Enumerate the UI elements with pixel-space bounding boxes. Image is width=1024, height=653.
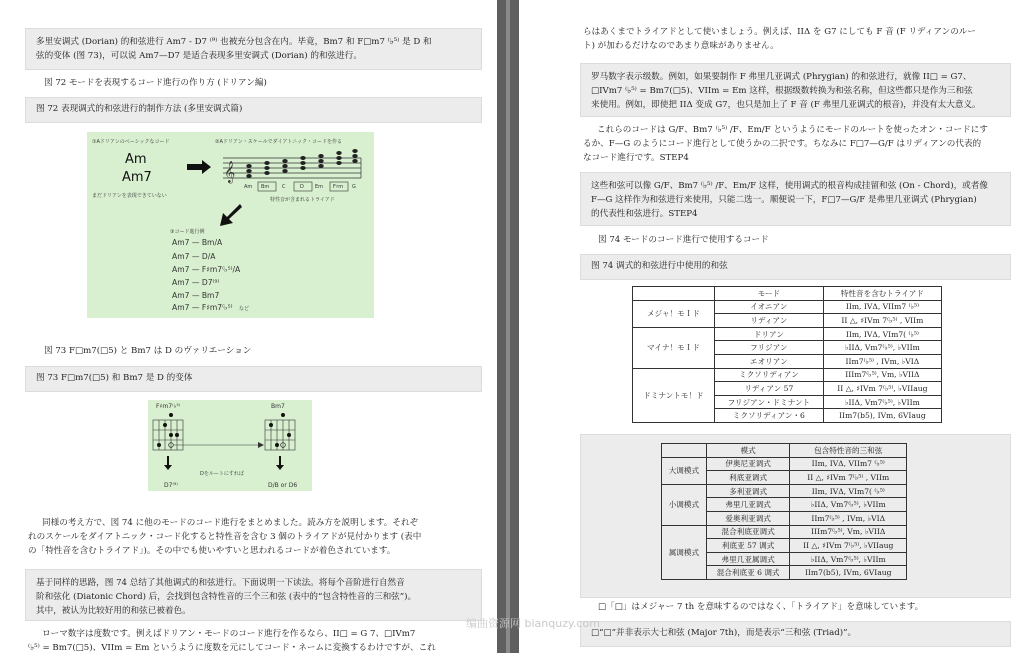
table-cell: IIm, IVΔ, VIm7( ⁽♭⁵⁾ [823,327,941,341]
text-line: ローマ数字は度数です。例えばドリアン・モードのコード進行を作るなら、II□ = G 7、□IVm7 [42,629,416,639]
table-cell: II △, ♯IVm 7⁽♭⁵⁾, ♭VIIaug [823,382,941,396]
table-cell: 混合利底亚 6 调式 [706,566,790,580]
table-cell: 弗里几亚属调式 [706,552,790,566]
table-group-cell: ドミナントモ！ド [633,368,715,422]
text-line: 同様の考え方で、図 74 に他のモードのコード進行をまとめました。読み方を説明します。それぞ [42,518,419,528]
paragraph-jp [28,516,493,558]
fig72-step1-label: ①Aドリアンのベーシックなコード [92,139,170,145]
figure-73-caption-cn-box [25,366,482,392]
table-cell: エオリアン [714,354,823,368]
fig72-progression: Am7 — D7⁽⁹⁾ [172,278,220,287]
watermark-text: 编曲资源网 bianquzy.com [466,617,600,630]
text-line: 多里安调式 (Dorian) 的和弦进行 Am7 - D7 ⁽⁹⁾ 也被充分包含在内。毕竟，Bm7 和 F□m7 ⁽♭⁵⁾ 是 D 和 [36,37,432,47]
text-line: ト) が加わるだけなのであまり意味がありません。 [583,41,779,51]
table-cell: 伊奥尼亚调式 [706,457,790,471]
table-cell: 多利亚调式 [706,484,790,498]
table-row [633,368,942,382]
table-group-cell: 属调模式 [662,525,707,579]
table-header-cell [662,444,707,458]
table-cell: IIm7(b5), IVm, 6VIaug [790,566,907,580]
text-line: ⁽♭⁵⁾ = Bm7(□5)、VIIm = Em というように度数を元にしてコード・ネームに変換するわけですが、これ [28,643,436,653]
fig72-chord-am7: Am7 [122,170,152,185]
fig72-not-dorian-note: まだドリアンを表現できていない [92,193,167,199]
figure-73-caption-jp: 図 73 F□m7(□5) と Bm7 は D のヴァリエーション [44,346,252,356]
table-row [662,525,907,539]
figure-72-caption-cn: 图 72 表现调式的和弦进行的制作方法 (多里安调式篇) [36,104,243,114]
fig72-step2-label: ②Aドリアン・スケールでダイアトニック・コードを作る [215,139,342,145]
table-cell: フリジアン [714,341,823,355]
text-block-cn [25,569,482,621]
text-block-dorian-cn [25,28,482,70]
fig72-etc-label: など [239,306,250,312]
table-row [662,457,907,471]
table-cell: ミクソリディアン・6 [714,409,823,423]
table-cell: IIm7⁽♭⁵⁾ , IVm, ♭VIΔ [790,511,907,525]
fig72-progression: Am7 — F♯m7⁽♭⁵⁾/A [172,265,241,274]
figure-72-caption-jp: 図 72 モードを表現するコード進行の作り方 (ドリアン編) [44,78,267,88]
table-header-cell: モード [714,287,823,301]
fig72-scale-chord: G [352,184,356,190]
paragraph-jp [583,123,1013,165]
fig72-scale-chord: Am [244,184,253,190]
fig72-chord-am: Am [125,152,147,167]
figure-74-caption-cn-box [580,254,1011,280]
fig72-progression: Am7 — Bm7 [172,291,220,300]
table-cell: 爱奥利亚调式 [706,511,790,525]
text-line: 基于同样的思路，图 74 总结了其他调式的和弦进行。下面说明一下读法。将每个音阶进行自然音 [36,578,405,588]
right-page [519,0,1024,653]
paragraph-roman-numerals-jp [28,627,493,653]
fig72-scale-chord: D [300,184,304,190]
table-row [633,300,942,314]
table-cell: ♭IIΔ, Vm7⁽♭⁵⁾, ♭VIIm [790,498,907,512]
table-cell: イオニアン [714,300,823,314]
fig73-chord-d7: D7⁽⁹⁾ [164,482,178,489]
footnote-cn: □“□”并非表示大七和弦 (Major 7th)，而是表示“三和弦 (Triad)”。 [591,628,857,638]
table-cell: 混合利底亚调式 [706,525,790,539]
fig72-step3-label: ③コード進行例 [170,229,205,235]
text-line: 弦的变体 (图 73)，可以说 Am7—D7 是适合表现多里安调式 (Dorian) 的和弦进行。 [36,51,362,61]
text-line: 来使用。例如，即使把 IIΔ 变成 G7，也只是加上了 F 音 (F 弗里几亚调式的根音)，并没有太大意义。 [591,100,981,110]
fig72-scale-chord: Bm [261,184,270,190]
figure-72-image [87,132,374,318]
table-74-jp [632,286,942,423]
text-line: 的代表性和弦进行。STEP4 [591,209,698,219]
text-line: 阶和弦化 (Diatonic Chord) 后，会找到包含特性音的三个三和弦 (表中的“包含特性音的三和弦”)。 [36,592,417,602]
table-cell: 利底亚调式 [706,471,790,485]
table-group-cell: 小调模式 [662,484,707,525]
table-header-cell [633,287,715,301]
table-header-row [662,444,907,458]
table-74-cn-box [580,434,1011,598]
table-cell: IIm, IVΔ, VIIm7 ⁽♭⁵⁾ [790,457,907,471]
fig72-scale-chord: C [282,184,286,190]
text-line: の「特性音を含むトライアド」)。その中でも使いやすいと思われるコードが着色されています。 [28,546,396,556]
fig72-progression: Am7 — D/A [172,252,216,261]
paragraph-jp [583,25,1013,53]
text-block-cn [580,63,1011,117]
figure-74-caption-cn: 图 74 调式的和弦进行中使用的和弦 [591,261,728,271]
table-cell: リディアン [714,314,823,328]
table-cell: IIm, IVΔ, VIm7( ⁽♭⁵⁾ [790,484,907,498]
fig72-scale-chord: Em [315,184,324,190]
text-line: F—G 这样作为和弦进行来使用，只能二选一。顺便说一下，F□7—G/F 是弗里几亚调式 (Phrygian) [591,195,977,205]
table-group-cell: マイナ！モＩド [633,327,715,368]
table-cell: ♭IIΔ, Vm7⁽♭⁵⁾, ♭VIIm [790,552,907,566]
footnote-jp: □「□」はメジャー 7 th を意味するのではなく、「トライアド」を意味しています。 [598,602,924,612]
table-group-cell: 大调模式 [662,457,707,484]
table-header-row [633,287,942,301]
text-line: るか、F—G のようにコード進行として使うかの二択です。ちなみに F□7—G/F はリディアンの代表的 [583,139,982,149]
table-cell: II △, ♯IVm 7⁽♭⁵⁾ , VIIm [790,471,907,485]
table-cell: II △, ♯IVm 7⁽♭⁵⁾, ♭VIIaug [790,539,907,553]
fig72-characteristic-note: 特性音が含まれるトライアド [270,197,335,203]
text-line: 罗马数字表示级数。例如，如果要制作 F 弗里几亚调式 (Phrygian) 的和弦进行，就像 II□ = G7、 [591,72,972,82]
fig72-scale-chord: F♯m [333,184,344,190]
table-cell: IIIm7⁽♭⁵⁾, Vm, ♭VIIΔ [790,525,907,539]
page-gutter-scrollbar[interactable] [497,0,519,653]
fig73-chord-fsharp: F♯m7⁽♭⁵⁾ [156,403,181,410]
fig72-down-left-arrow-icon [220,204,242,226]
table-group-cell: メジャ！モＩド [633,300,715,327]
table-cell: IIm, IVΔ, VIIm7 ⁽♭⁵⁾ [823,300,941,314]
fig72-right-arrow-icon [187,160,211,174]
text-line: これらのコードは G/F、Bm7 ⁽♭⁵⁾ /F、Em/F というようにモードのルートを使ったオン・コードにす [597,125,988,135]
table-cell: ♭IIΔ, Vm7⁽♭⁵⁾, ♭VIIm [823,395,941,409]
table-cell: ミクソリディアン [714,368,823,382]
table-cell: フリジアン・ドミナント [714,395,823,409]
table-cell: II △, ♯IVm 7⁽♭⁵⁾ , VIIm [823,314,941,328]
fig72-progression: Am7 — F♯m7⁽♭⁵⁾ [172,303,233,312]
svg-text:𝄞: 𝄞 [224,161,236,183]
fig73-chord-db: D/B or D6 [268,482,298,489]
table-cell: IIIm7⁽♭⁵⁾, Vm, ♭VIIΔ [823,368,941,382]
figure-73-image [148,400,312,491]
left-page [0,0,497,653]
table-cell: 弗里几亚调式 [706,498,790,512]
fig73-fretboard-diagrams [148,410,312,470]
footnote-cn-box [580,621,1011,647]
table-header-cell: 包含特性音的三和弦 [790,444,907,458]
text-line: 这些和弦可以像 G/F、Bm7 ⁽♭⁵⁾ /F、Em/F 这样，使用调式的根音构成挂留和弦 (On - Chord)，或者像 [591,181,988,191]
table-cell: IIm7⁽♭⁵⁾ , IVm, ♭VIΔ [823,354,941,368]
text-line: らはあくまでトライアドとして使いましょう。例えば、IIΔ を G7 にしても F 音 (F リディアンのルー [583,27,976,37]
table-cell: ドリアン [714,327,823,341]
table-cell: 利底亚 57 调式 [706,539,790,553]
table-row [662,484,907,498]
text-line: □IVm7 ⁽♭⁵⁾ = Bm7(□5)、VIIm = Em 这样，根据级数转换为和弦名称，但这些都只是作为三和弦 [591,86,973,96]
table-row [633,327,942,341]
text-block-cn [580,172,1011,226]
table-header-cell: 模式 [706,444,790,458]
fig73-chord-bm7: Bm7 [271,403,285,410]
fig72-progression: Am7 — Bm/A [172,238,223,247]
table-cell: IIm7(b5), IVm, 6VIaug [823,409,941,423]
text-line: なコード進行です。STEP4 [583,153,689,163]
scrollbar-track[interactable] [506,0,510,653]
fig73-d-root-note: Dをルートにすれば [200,471,244,477]
figure-72-caption-cn-box [25,97,482,123]
figure-73-caption-cn: 图 73 F□m7(□5) 和 Bm7 是 D 的变体 [36,373,193,383]
table-cell: リディアン 57 [714,382,823,396]
table-74-cn [661,443,907,580]
table-cell: ♭IIΔ, Vm7⁽♭⁵⁾, ♭VIIm [823,341,941,355]
figure-74-caption-jp: 図 74 モードのコード進行で使用するコード [598,235,769,245]
text-line: れのスケールをダイアトニック・コード化すると特性音を含む 3 個のトライアドが見付かります (表中 [28,532,422,542]
table-header-cell: 特性音を含むトライアド [823,287,941,301]
text-line: 其中，被认为比较好用的和弦已被着色。 [36,606,191,616]
